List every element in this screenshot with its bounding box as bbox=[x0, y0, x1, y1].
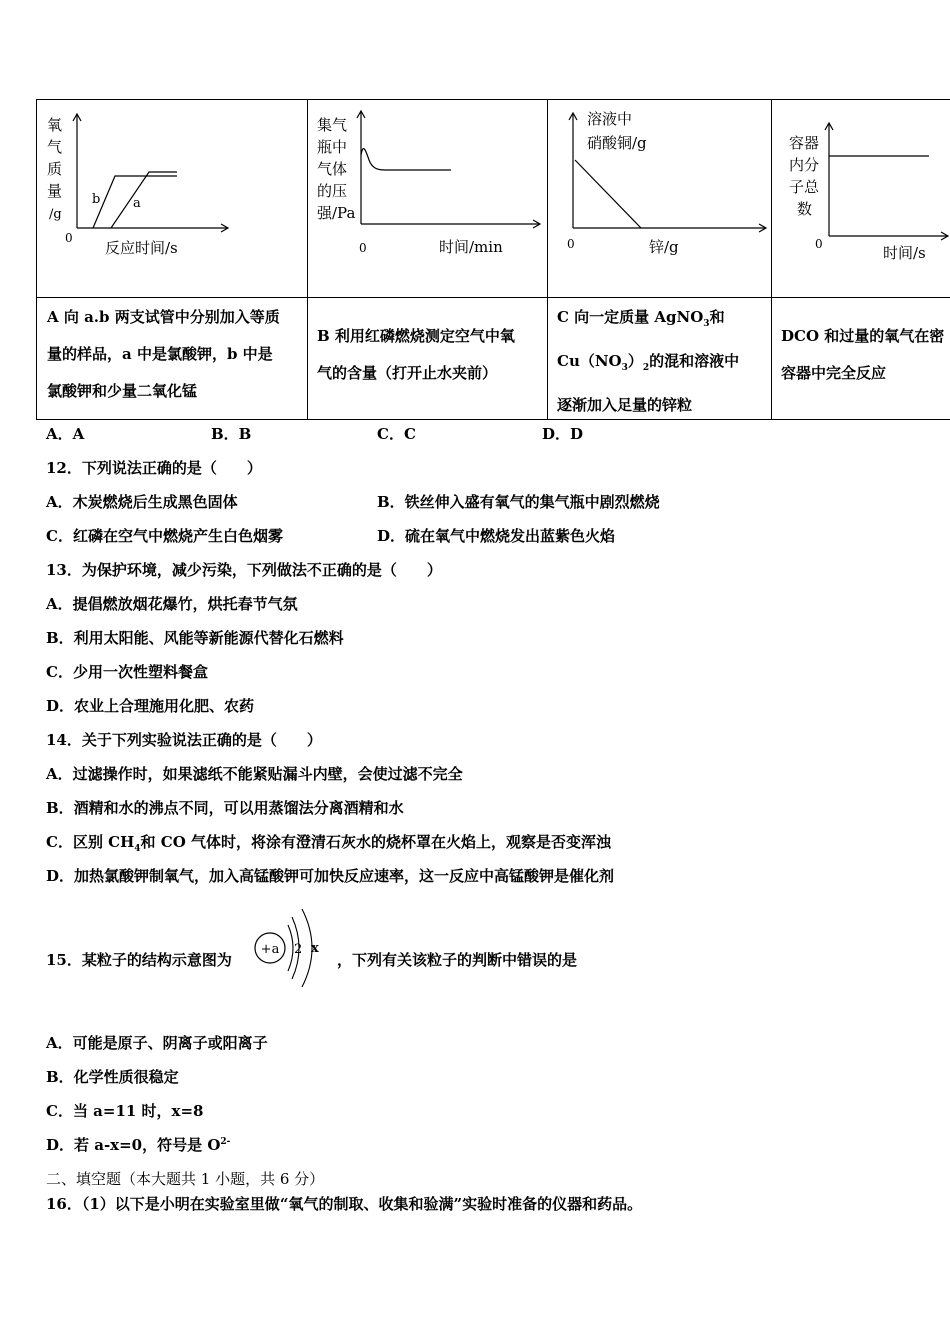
graph-c-ylabel: 溶液中 bbox=[587, 110, 633, 128]
q11-option-c: C．C bbox=[377, 425, 416, 443]
graph-a-curve-a-label: a bbox=[133, 196, 141, 211]
q15-option-c: C．当 a=11 时，x=8 bbox=[46, 1102, 204, 1120]
q14-option-d: D．加热氯酸钾制氧气，加入高锰酸钾可加快反应速率，这一反应中高锰酸钾是催化剂 bbox=[46, 867, 615, 885]
graph-a bbox=[37, 100, 307, 297]
q14-option-b: B．酒精和水的沸点不同，可以用蒸馏法分离酒精和水 bbox=[46, 799, 404, 817]
graph-b-xlabel: 时间/min bbox=[439, 238, 503, 256]
graph-d-origin: 0 bbox=[815, 237, 823, 251]
electron-shell-1 bbox=[288, 925, 293, 971]
graph-c-origin: 0 bbox=[567, 237, 575, 251]
svg-text:的压: 的压 bbox=[317, 182, 348, 200]
q12-stem: 12．下列说法正确的是（ ） bbox=[46, 459, 262, 477]
section-2-heading: 二、填空题（本大题共 1 小题，共 6 分） bbox=[46, 1170, 325, 1188]
graph-b-origin: 0 bbox=[359, 241, 367, 255]
svg-text:内分: 内分 bbox=[789, 156, 820, 174]
q11-option-d: D．D bbox=[542, 425, 584, 443]
graph-b bbox=[307, 100, 547, 297]
graph-c bbox=[547, 100, 771, 297]
svg-text:子总: 子总 bbox=[789, 178, 820, 196]
q16-stem: 16．（1）以下是小明在实验室里做“氧气的制取、收集和验满”实验时准备的仪器和药品。 bbox=[46, 1195, 643, 1213]
atom-structure-diagram bbox=[250, 905, 334, 991]
svg-text:质: 质 bbox=[47, 160, 63, 178]
graph-c-xlabel: 锌/g bbox=[649, 238, 679, 256]
shell-1-electron-count: 2 bbox=[294, 942, 303, 957]
graph-a-curve-b-label: b bbox=[92, 192, 101, 207]
q12-option-d: D．硫在氧气中燃烧发出蓝紫色火焰 bbox=[377, 527, 616, 545]
q13-option-a: A．提倡燃放烟花爆竹，烘托春节气氛 bbox=[46, 595, 298, 613]
graph-a-curve-a bbox=[111, 172, 177, 228]
caption-a: A 向 a.b 两支试管中分别加入等质 量的样品，a 中是氯酸钾，b 中是 氯酸钾和少量二氧化锰 bbox=[47, 308, 280, 400]
q14-option-a: A．过滤操作时，如果滤纸不能紧贴漏斗内壁，会使过滤不完全 bbox=[46, 765, 463, 783]
q13-stem: 13．为保护环境，减少污染，下列做法不正确的是（ ） bbox=[46, 561, 442, 579]
graph-a-ylabel: 氧 bbox=[47, 116, 63, 134]
svg-text:强/Pa: 强/Pa bbox=[317, 204, 356, 222]
table-divider bbox=[37, 297, 950, 298]
graph-d bbox=[771, 100, 950, 297]
q15-option-d: D．若 a-x=0，符号是 $O^{2-}$ bbox=[46, 1136, 231, 1154]
q12-option-a: A．木炭燃烧后生成黑色固体 bbox=[46, 493, 238, 511]
svg-text:量: 量 bbox=[47, 182, 63, 200]
graph-options-table bbox=[36, 99, 950, 420]
nucleus-charge-label: +a bbox=[260, 942, 280, 957]
graph-a-xlabel: 反应时间/s bbox=[105, 239, 178, 257]
graph-d-xlabel: 时间/s bbox=[883, 244, 926, 262]
q11-option-b: B．B bbox=[211, 425, 252, 443]
svg-text:气: 气 bbox=[47, 138, 63, 156]
svg-text:气体: 气体 bbox=[317, 160, 348, 178]
q12-option-c: C．红磷在空气中燃烧产生白色烟雾 bbox=[46, 527, 283, 545]
q15-stem-suffix: ，下列有关该粒子的判断中错误的是 bbox=[337, 951, 578, 969]
svg-text:/g: /g bbox=[49, 207, 62, 222]
graph-d-ylabel: 容器 bbox=[789, 134, 820, 152]
q15-option-a: A．可能是原子、阴离子或阳离子 bbox=[46, 1034, 268, 1052]
q14-stem: 14．关于下列实验说法正确的是（ ） bbox=[46, 731, 322, 749]
graph-b-ylabel: 集气 bbox=[317, 116, 348, 134]
caption-d: DCO 和过量的氧气在密 容器中完全反应 bbox=[781, 327, 945, 382]
shell-2-electron-count: x bbox=[311, 941, 319, 956]
q15-option-b: B．化学性质很稳定 bbox=[46, 1068, 179, 1086]
q15-stem-prefix: 15．某粒子的结构示意图为 bbox=[46, 951, 232, 969]
q13-option-c: C．少用一次性塑料餐盒 bbox=[46, 663, 208, 681]
q13-option-b: B．利用太阳能、风能等新能源代替化石燃料 bbox=[46, 629, 344, 647]
q13-option-d: D．农业上合理施用化肥、农药 bbox=[46, 697, 255, 715]
q12-option-b: B．铁丝伸入盛有氧气的集气瓶中剧烈燃烧 bbox=[377, 493, 660, 511]
svg-text:数: 数 bbox=[797, 200, 813, 218]
caption-c: C 向一定质量 AgNO$_3$和 $Cu(NO_3)_2$的混和溶液中 逐渐加入足量的锌粒 bbox=[557, 308, 740, 414]
graph-b-pressure-curve bbox=[361, 149, 451, 170]
caption-b: B 利用红磷燃烧测定空气中氧 气的含量（打开止水夹前） bbox=[317, 327, 515, 382]
q14-option-c: C．区别 $CH_4$和 CO 气体时，将涂有澄清石灰水的烧杯罩在火焰上，观察是否变浑浊 bbox=[46, 833, 611, 854]
graph-c-decreasing-line bbox=[575, 160, 641, 228]
svg-text:瓶中: 瓶中 bbox=[317, 138, 348, 156]
q11-option-a: A．A bbox=[46, 425, 85, 443]
graph-a-origin: 0 bbox=[65, 231, 73, 245]
svg-text:硝酸铜/g: 硝酸铜/g bbox=[587, 134, 647, 152]
